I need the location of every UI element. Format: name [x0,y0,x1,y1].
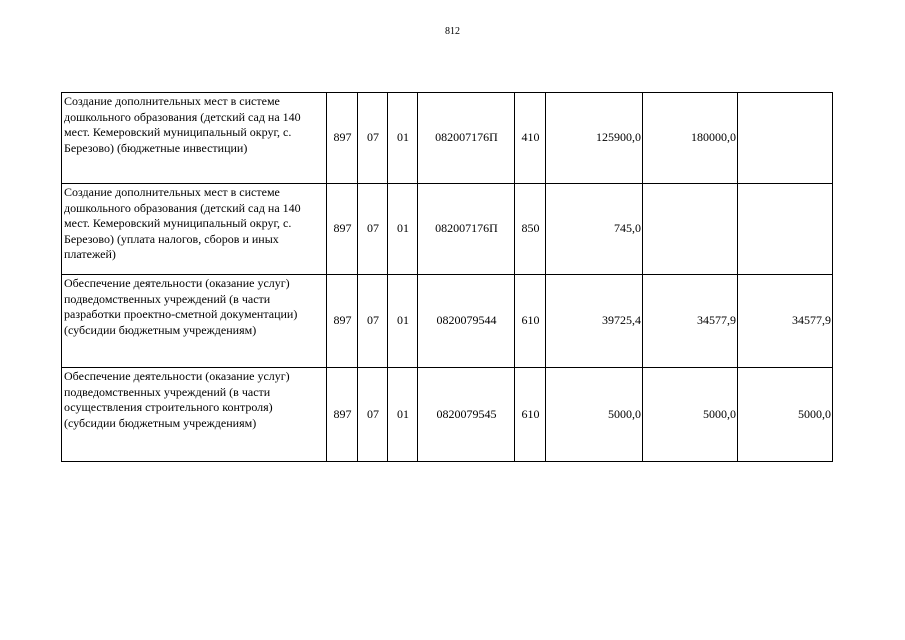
amount-3: 34577,9 [738,275,833,368]
amount-3 [738,93,833,184]
subsection-code: 01 [388,93,418,184]
table-row [62,184,833,275]
amount-2: 34577,9 [643,275,738,368]
amount-1: 125900,0 [546,93,643,184]
ministry-code: 897 [327,275,358,368]
amount-2: 5000,0 [643,368,738,462]
ministry-code: 897 [327,368,358,462]
target-article-code: 082007176П [418,93,515,184]
section-code: 07 [358,93,388,184]
amount-1: 745,0 [546,184,643,275]
subsection-code: 01 [388,275,418,368]
section-code: 07 [358,184,388,275]
table-row [62,93,833,184]
budget-table [61,92,833,462]
page-number: 812 [445,26,460,37]
expense-description: Создание дополнительных мест в системе дошкольного образования (детский сад на 140 мест. Кемеровский муниципальный округ, с. Березово) (бюджетные инвестиции) [62,93,327,184]
subsection-code: 01 [388,184,418,275]
target-article-code: 082007176П [418,184,515,275]
target-article-code: 0820079545 [418,368,515,462]
section-code: 07 [358,275,388,368]
expense-type-code: 610 [515,275,546,368]
expense-type-code: 410 [515,93,546,184]
expense-type-code: 610 [515,368,546,462]
expense-description: Обеспечение деятельности (оказание услуг) подведомственных учреждений (в части осуществления строительного контроля) (субсидии бюджетным учреждениям) [62,368,327,462]
ministry-code: 897 [327,93,358,184]
amount-1: 39725,4 [546,275,643,368]
amount-1: 5000,0 [546,368,643,462]
section-code: 07 [358,368,388,462]
amount-3: 5000,0 [738,368,833,462]
table-row [62,368,833,462]
expense-type-code: 850 [515,184,546,275]
amount-2 [643,184,738,275]
expense-description: Создание дополнительных мест в системе дошкольного образования (детский сад на 140 мест. Кемеровский муниципальный округ, с. Березово) (уплата налогов, сборов и иных платежей) [62,184,327,275]
subsection-code: 01 [388,368,418,462]
expense-description: Обеспечение деятельности (оказание услуг) подведомственных учреждений (в части разработки проектно-сметной документации) (субсидии бюджетным учреждениям) [62,275,327,368]
target-article-code: 0820079544 [418,275,515,368]
table-row [62,275,833,368]
amount-2: 180000,0 [643,93,738,184]
ministry-code: 897 [327,184,358,275]
amount-3 [738,184,833,275]
